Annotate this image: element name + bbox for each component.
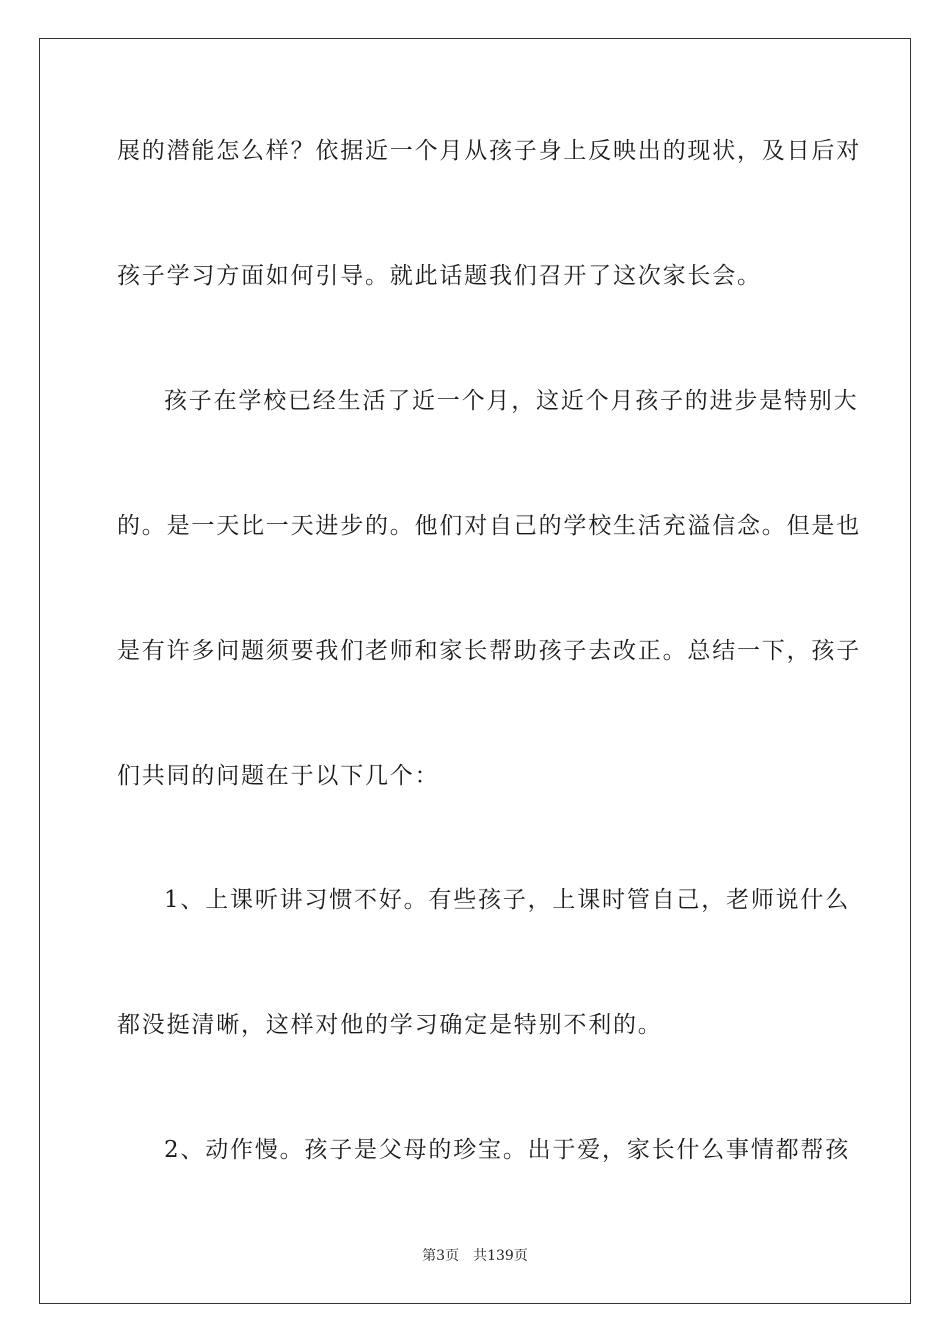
total-pages: 共139页 [473,1248,528,1264]
list-item-1-line: 1、上课听讲习惯不好。有些孩子，上课时管自己，老师说什么 [164,887,851,913]
text-line: 展的潜能怎么样？依据近一个月从孩子身上反映出的现状，及日后对 [117,138,861,164]
text-line: 是有许多问题须要我们老师和家长帮助孩子去改正。总结一下，孩子 [117,638,861,664]
page-border [39,38,911,1304]
text-line: 孩子学习方面如何引导。就此话题我们召开了这次家长会。 [117,263,762,289]
text-line: 们共同的问题在于以下几个： [117,763,440,789]
list-item-2-line: 2、动作慢。孩子是父母的珍宝。出于爱，家长什么事情都帮孩 [164,1137,851,1163]
page-number: 第3页 [422,1248,460,1264]
page-footer [0,1246,950,1266]
text-line: 都没挺清晰，这样对他的学习确定是特别不利的。 [117,1012,663,1038]
paragraph-start-line: 孩子在学校已经生活了近一个月，这近个月孩子的进步是特别大 [164,388,859,414]
text-line: 的。是一天比一天进步的。他们对自己的学校生活充溢信念。但是也 [117,513,861,539]
